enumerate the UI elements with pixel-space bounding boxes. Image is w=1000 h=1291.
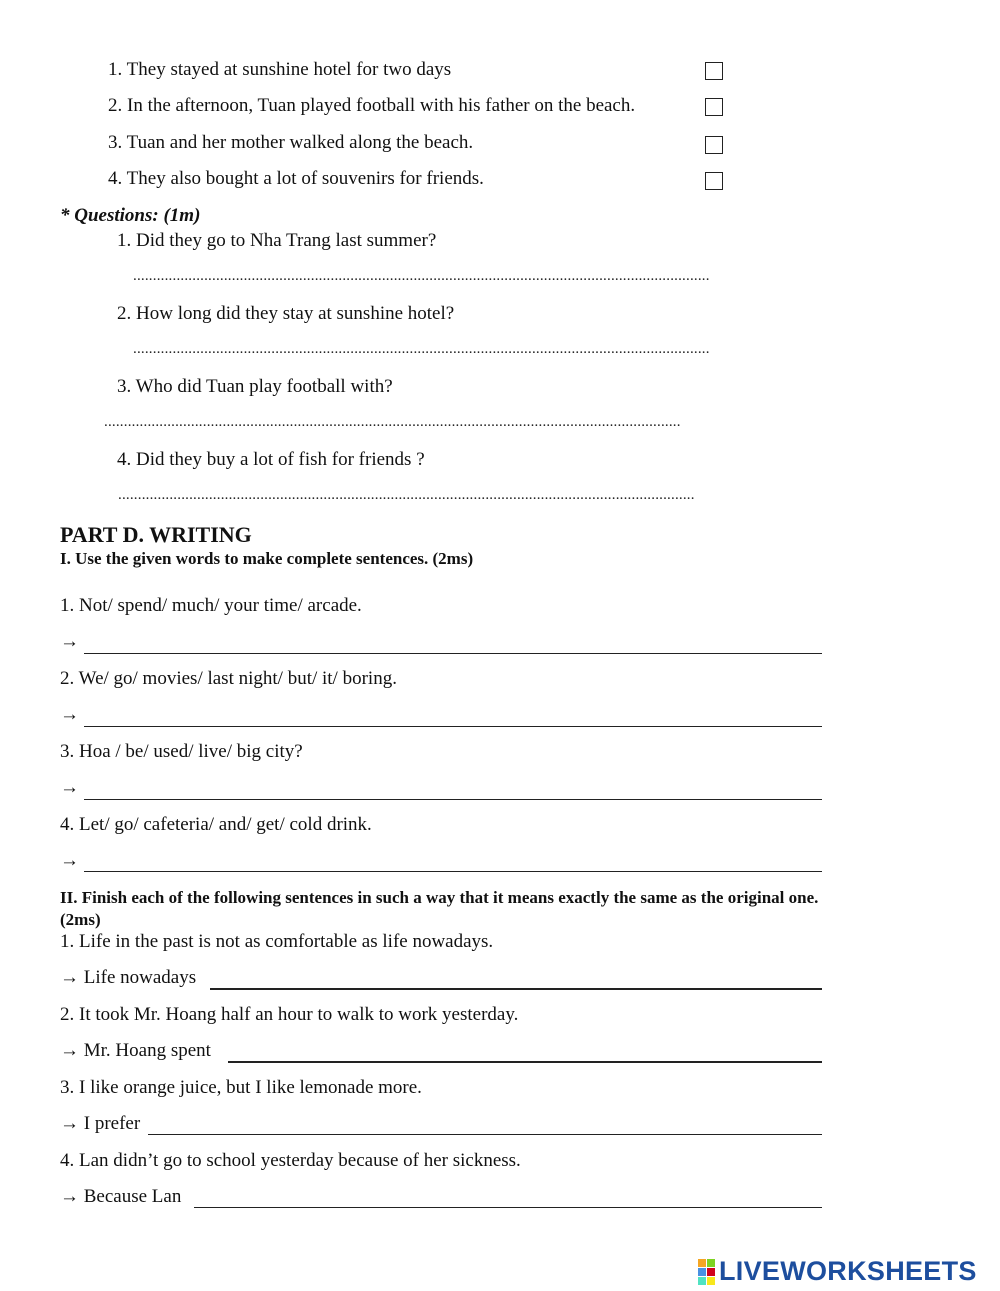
tf-statement: 3. Tuan and her mother walked along the beach. [108, 132, 474, 153]
arrow-icon: → [60, 777, 79, 798]
tf-checkbox[interactable] [705, 62, 723, 80]
answer-line[interactable] [84, 653, 822, 654]
tf-checkbox[interactable] [705, 98, 723, 116]
answer-line[interactable] [148, 1134, 822, 1135]
logo-blocks-icon [698, 1259, 715, 1285]
questions-heading: * Questions: (1m) [60, 205, 201, 226]
answer-line[interactable]: .................................................................................................................................................. [118, 487, 695, 503]
arrow-icon: → [60, 850, 79, 871]
answer-line[interactable] [84, 726, 822, 727]
question: 4. Did they buy a lot of fish for friends ? [117, 449, 425, 470]
answer-line[interactable]: .................................................................................................................................................. [133, 268, 710, 284]
tf-statement: 2. In the afternoon, Tuan played football with his father on the beach. [108, 95, 636, 116]
answer-line[interactable] [210, 988, 822, 990]
section2-prompt: → I prefer [60, 1113, 141, 1134]
section1-item: 1. Not/ spend/ much/ your time/ arcade. [60, 595, 362, 616]
arrow-icon: → [60, 704, 79, 725]
tf-checkbox[interactable] [705, 136, 723, 154]
arrow-icon: → [60, 631, 79, 652]
tf-checkbox[interactable] [705, 172, 723, 190]
answer-line[interactable]: .................................................................................................................................................. [133, 341, 710, 357]
question: 2. How long did they stay at sunshine hotel? [117, 303, 455, 324]
section2-sentence: 3. I like orange juice, but I like lemonade more. [60, 1077, 422, 1098]
section1-title: I. Use the given words to make complete sentences. (2ms) [60, 549, 474, 568]
section2-prompt: → Life nowadays [60, 967, 197, 988]
section2-prompt: → Mr. Hoang spent [60, 1040, 211, 1061]
section1-item: 4. Let/ go/ cafeteria/ and/ get/ cold drink. [60, 814, 372, 835]
answer-line[interactable] [84, 799, 822, 800]
liveworksheets-logo [698, 1256, 977, 1287]
section2-sentence: 1. Life in the past is not as comfortable as life nowadays. [60, 931, 494, 952]
answer-line[interactable] [228, 1061, 822, 1063]
brand-name: LIVEWORKSHEETS [719, 1256, 977, 1286]
answer-line[interactable] [194, 1207, 822, 1208]
section2-sentence: 4. Lan didn’t go to school yesterday because of her sickness. [60, 1150, 521, 1171]
section2-title-cont: (2ms) [60, 910, 101, 929]
section2-prompt: → Because Lan [60, 1186, 182, 1207]
section1-item: 3. Hoa / be/ used/ live/ big city? [60, 741, 303, 762]
section2-title: II. Finish each of the following sentences in such a way that it means exactly the same as the original one. [60, 888, 819, 907]
part-title: PART D. WRITING [60, 522, 252, 547]
section1-item: 2. We/ go/ movies/ last night/ but/ it/ boring. [60, 668, 397, 689]
section2-sentence: 2. It took Mr. Hoang half an hour to walk to work yesterday. [60, 1004, 519, 1025]
tf-statement: 1. They stayed at sunshine hotel for two days [108, 59, 452, 80]
answer-line[interactable]: .................................................................................................................................................. [104, 414, 681, 430]
answer-line[interactable] [84, 871, 822, 872]
question: 1. Did they go to Nha Trang last summer? [117, 230, 437, 251]
tf-statement: 4. They also bought a lot of souvenirs for friends. [108, 168, 484, 189]
question: 3. Who did Tuan play football with? [117, 376, 393, 397]
